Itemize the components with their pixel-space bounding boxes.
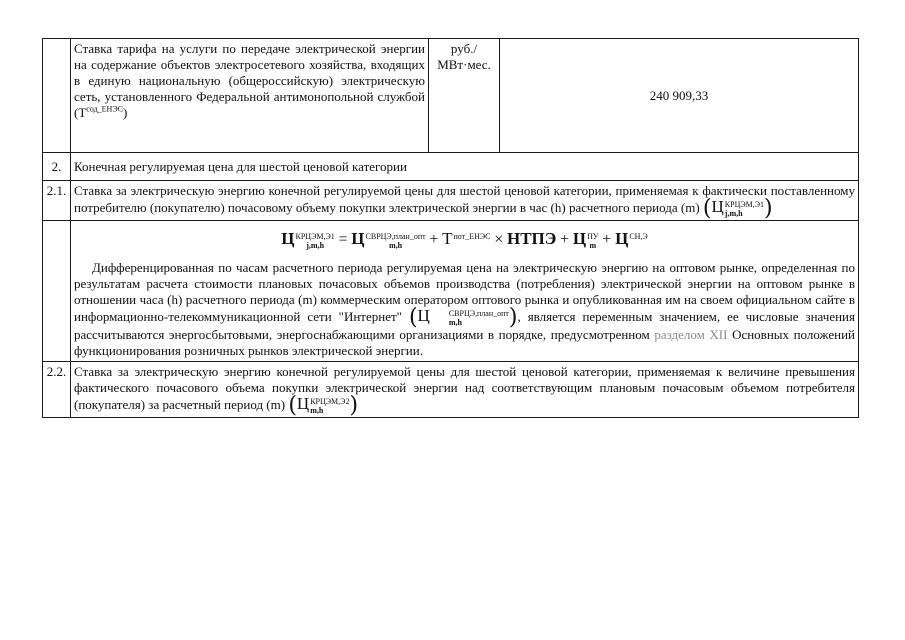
row-description: Ставка тарифа на услуги по передаче электрической энергии на содержание объектов электросетевого хозяйства, входящих в единую национальную (общероссийскую) электрическую сеть, установленного Федеральной антимонопольной службой $(Т^{сод\_ЕНЭС})$ [71, 39, 429, 153]
row-number: 2.2. [43, 361, 71, 417]
row-number [43, 39, 71, 153]
row-heading: Конечная регулируемая цена для шестой ценовой категории [71, 153, 859, 181]
symbol-indices: КРЦЭМ,Э2 m,h [310, 396, 350, 415]
value-cell: 240 909,33 [500, 39, 859, 153]
table-row [43, 39, 859, 153]
row-description: Ставка за электрическую энергию конечной регулируемой цены для шестой ценовой категории, применяемая к величине превышения фактического почасового объема покупки электрической энергии над соответствующим плановым почасовым объемом потребителя (покупателя) за расчетный период (m) (Ц КРЦЭМ,Э2 m,h ) [71, 361, 859, 417]
row-number: 2.1. [43, 181, 71, 221]
table-row [43, 221, 859, 362]
table-row [43, 181, 859, 221]
table-row [43, 361, 859, 417]
section-xii-link[interactable]: разделом XII [654, 326, 728, 342]
price-formula: Ц КРЦЭМ,Э1 j,m,h = Ц СВРЦЭ,план_опт m,h + Т пот_ЕНЭС × НТПЭ + Ц ПУ m + Ц СН,Э [281, 229, 648, 250]
unit-cell: руб./МВт·мес. [429, 39, 500, 153]
table-row [43, 153, 859, 181]
tariff-table [42, 38, 859, 418]
row-description: Ставка за электрическую энергию конечной регулируемой цены для шестой ценовой категории, применяемая к фактически поставленному потребителю (покупателю) почасовому объему покупки электрической энергии в час (h) расчетного периода (m) (Ц КРЦЭМ,Э1 j,m,h ) [71, 181, 859, 221]
explanation-text: Дифференцированная по часам расчетного периода регулируемая цена на электрическую энергию на оптовом рынке, определенная по результатам расчета стоимости плановых почасовых объемов производства (потребления) электрической энергии на оптовом рынке в отношении часа (h) расчетного периода (m) коммерческим оператором оптового рынка и опубликованная им на своем официальном сайте в информационно-телекоммуникационной сети "Интернет" (Ц СВРЦЭ,план_опт m,h ), является переменным значением, ее числовые значения рассчитываются энергосбытовыми, энергоснабжающими организациями в порядке, предусмотренном разделом XII Основных положений функционирования розничных рынков электрической энергии. [74, 259, 855, 358]
row-number: 2. [43, 153, 71, 181]
formula-cell [71, 221, 859, 362]
symbol-indices: КРЦЭМ,Э1 j,m,h [724, 200, 765, 219]
